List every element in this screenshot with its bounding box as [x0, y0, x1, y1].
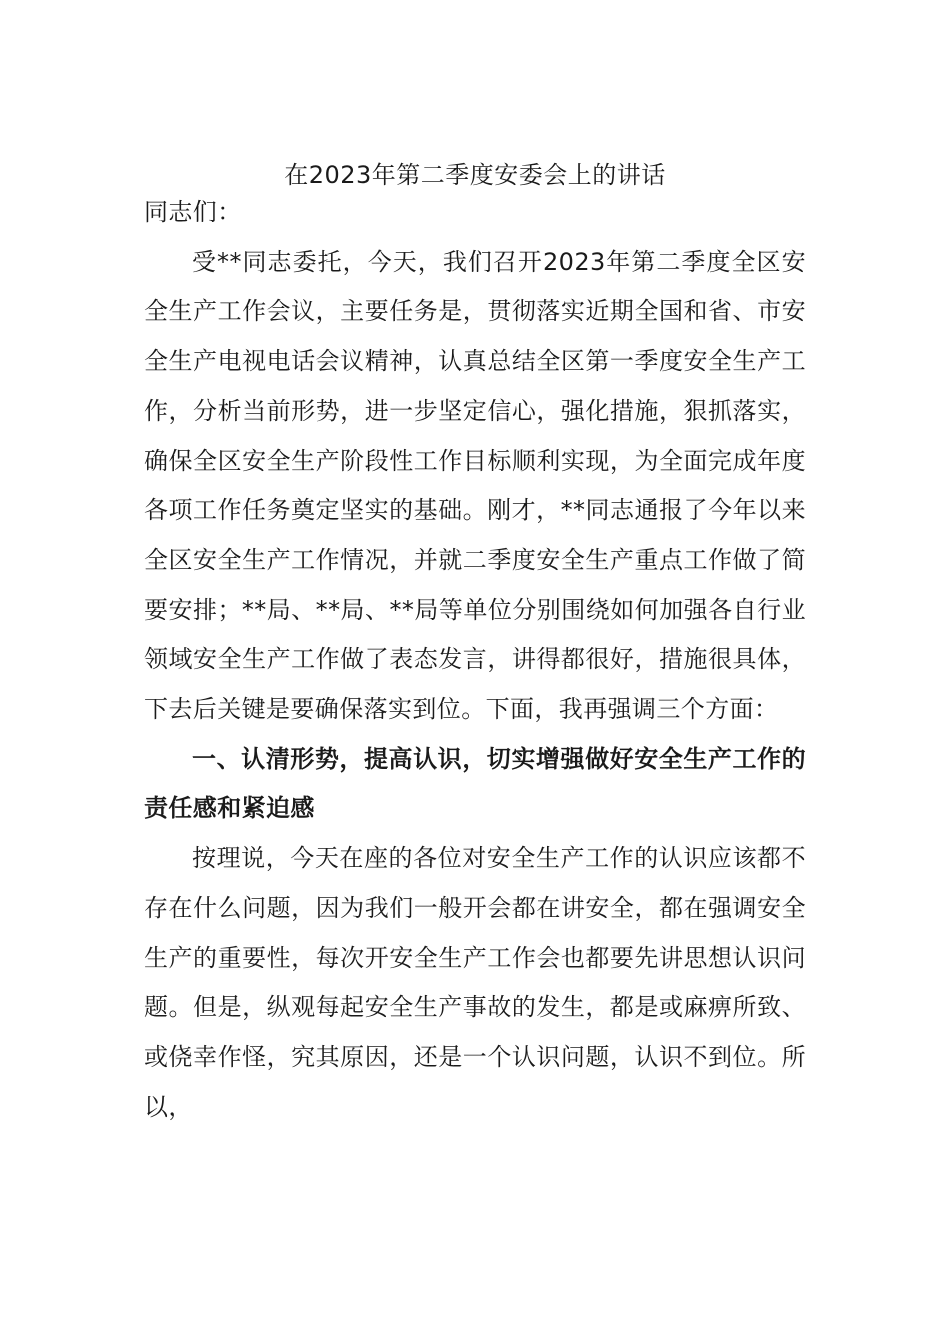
salutation: 同志们： [144, 198, 242, 226]
document-body [144, 188, 806, 1132]
section-heading: 一、认清形势，提高认识，切实增强做好安全生产工作的责任感和紧迫感 [144, 744, 806, 823]
section-paragraph: 按理说，今天在座的各位对安全生产工作的认识应该都不存在什么问题，因为我们一般开会都在讲安全，都在强调安全生产的重要性，每次开安全生产工作会也都要先讲思想认识问题。但是，纵观每起安全生产事故的发生，都是或麻痹所致、或侥幸作怪，究其原因，还是一个认识问题，认识不到位。所以， [144, 844, 806, 1121]
document-title: 在2023年第二季度安委会上的讲话 [284, 161, 666, 189]
intro-paragraph: 受**同志委托，今天，我们召开2023年第二季度全区安全生产工作会议，主要任务是，贯彻落实近期全国和省、市安全生产电视电话会议精神，认真总结全区第一季度安全生产工作，分析当前形势，进一步坚定信心，强化措施，狠抓落实，确保全区安全生产阶段性工作目标顺利实现，为全面完成年度各项工作任务奠定坚实的基础。刚才，**同志通报了今年以来全区安全生产工作情况，并就二季度安全生产重点工作做了简要安排；**局、**局、**局等单位分别围绕如何加强各自行业领域安全生产工作做了表态发言，讲得都很好，措施很具体，下去后关键是要确保落实到位。下面，我再强调三个方面： [144, 247, 806, 724]
